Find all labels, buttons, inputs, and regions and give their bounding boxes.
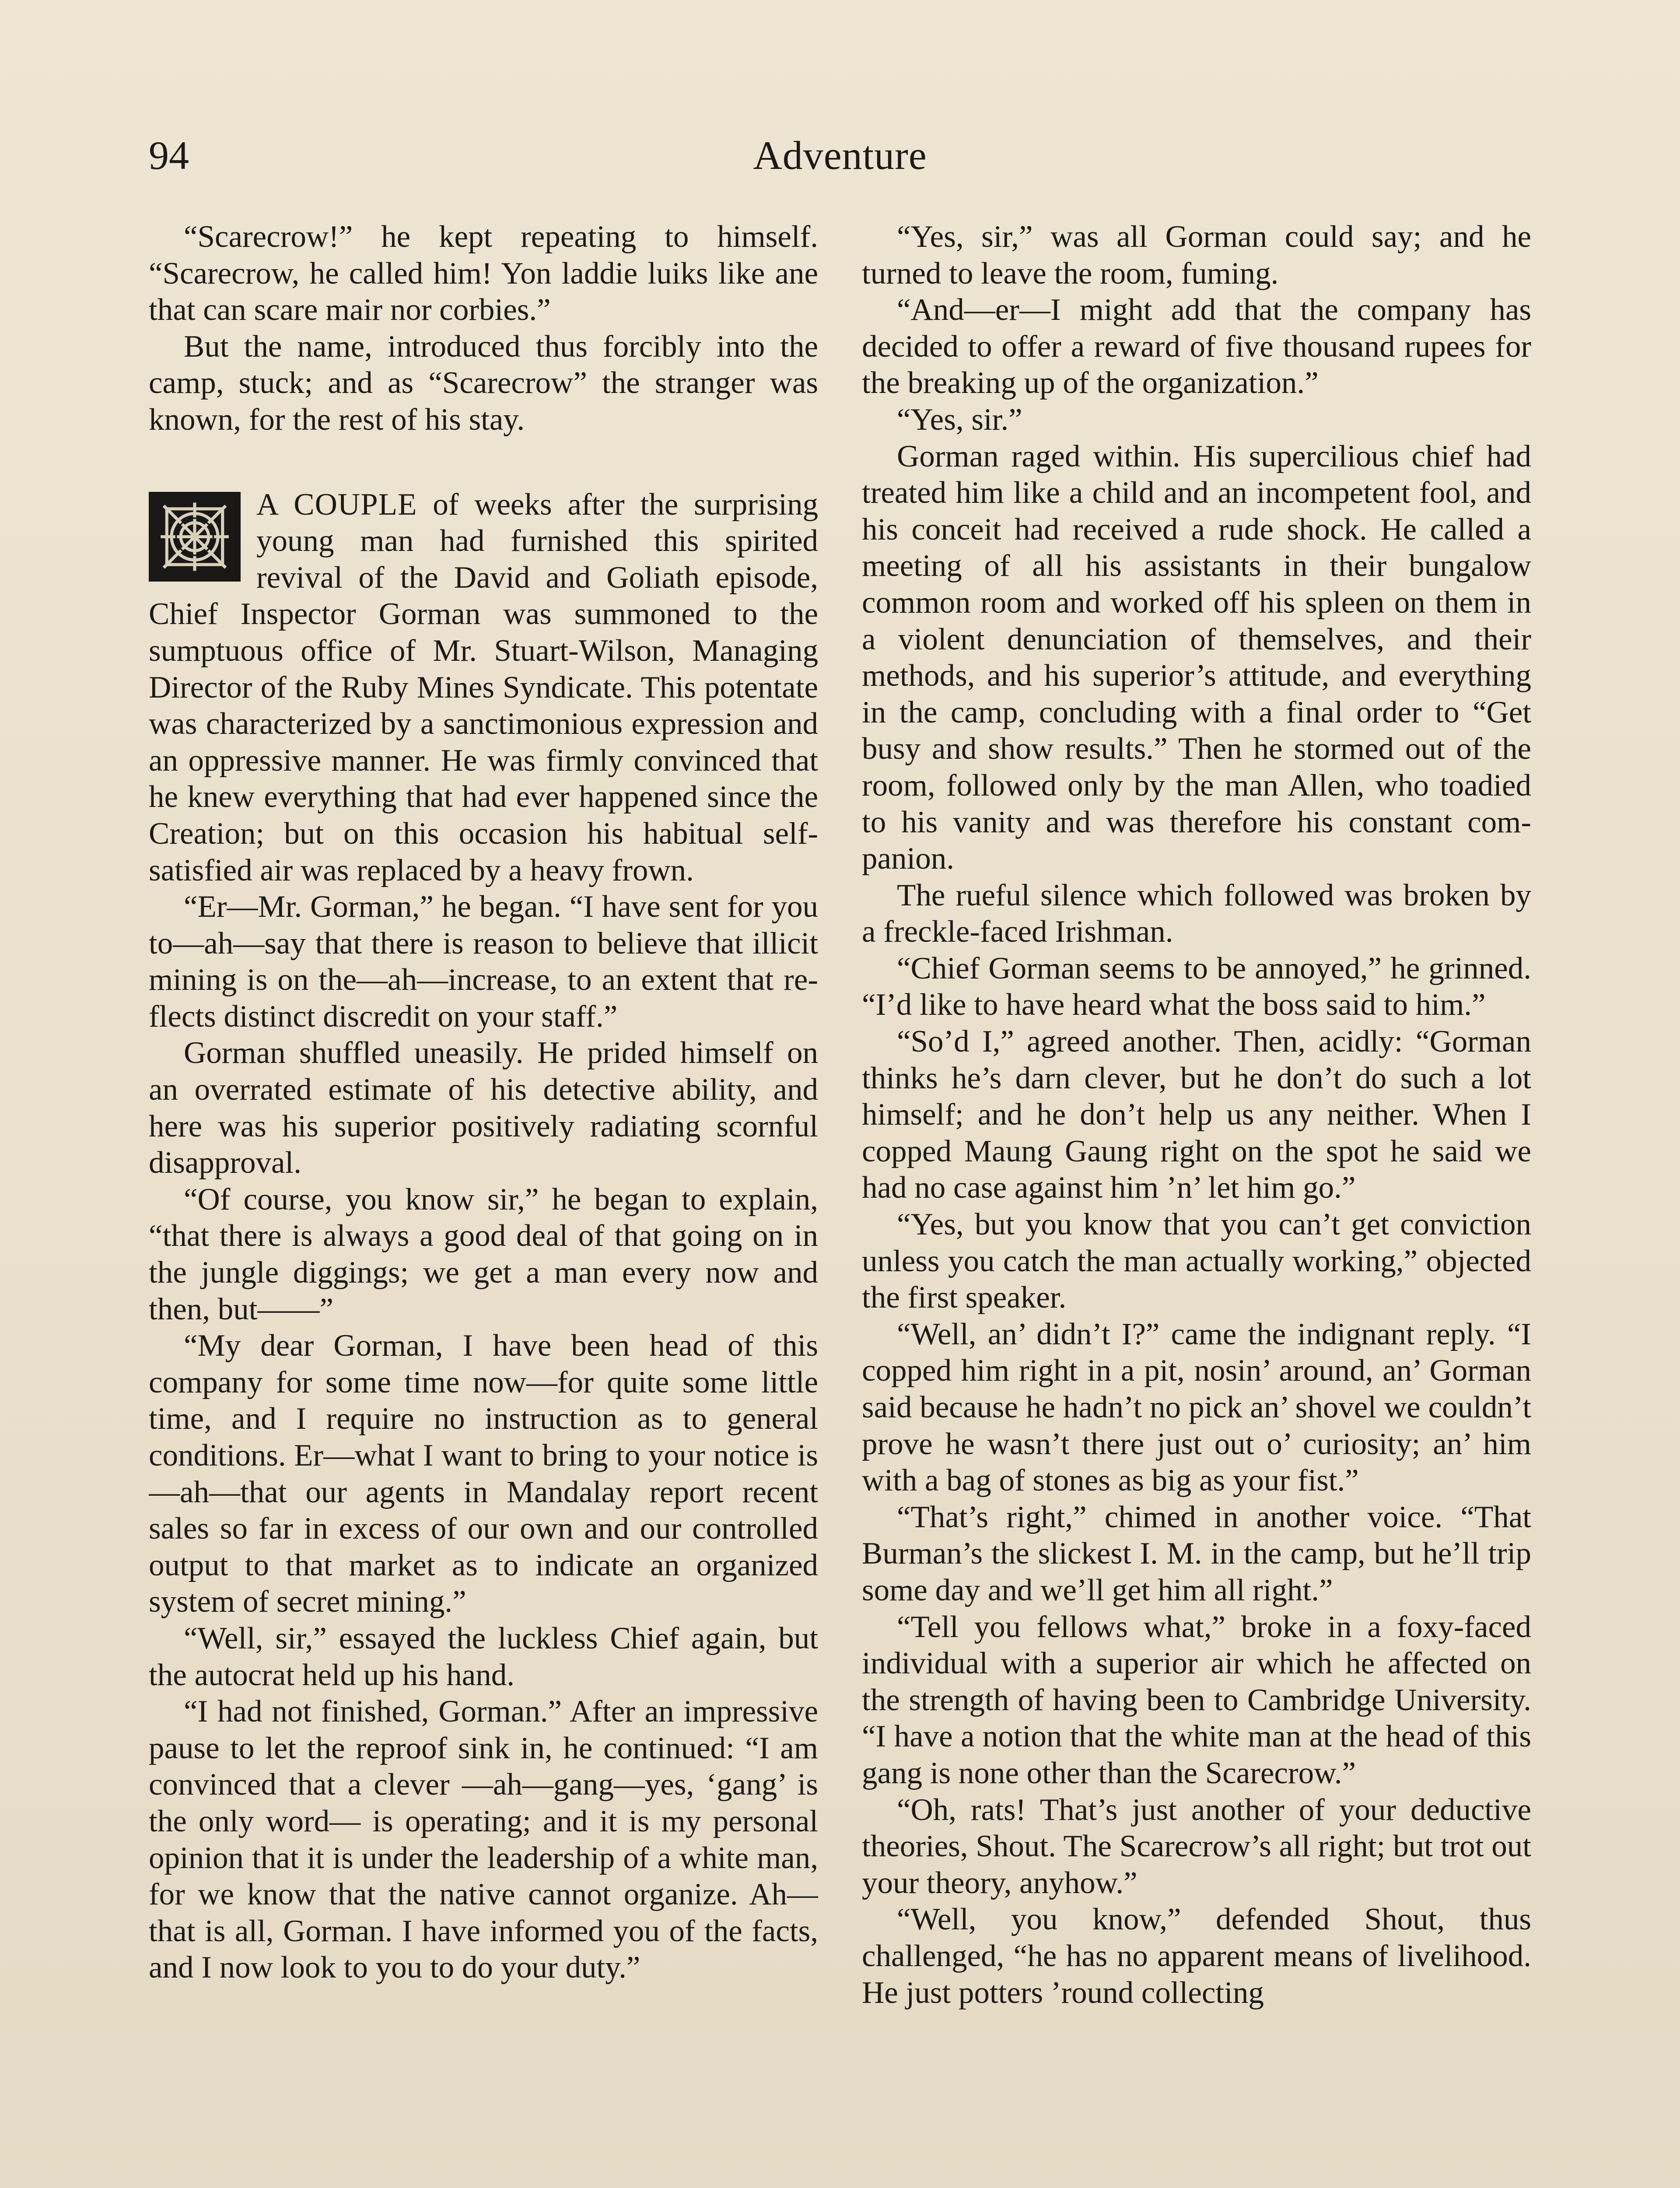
paragraph: “Tell you fellows what,” broke in a foxy-faced individual with a superior air which he affected on the strength of having been to Cambridge University. “I have a notion that the white man at the head of this gang is none other than the Scarecrow.” (862, 1609, 1531, 1790)
text-columns (149, 219, 1531, 2188)
paragraph: Gorman shuffled uneasily. He prided himself on an overrated estimate of his detective ability, and here was his superior positively radiating scornful disapproval. (149, 1036, 818, 1180)
section-opening-paragraph (149, 487, 818, 889)
paragraph: “Oh, rats! That’s just another of your deductive theories, Shout. The Scarecrow’s all right; but trot out your theory, anyhow.” (862, 1792, 1531, 1900)
celtic-knot-ornament-icon (149, 492, 241, 582)
paragraph: “Scarecrow!” he kept repeating to himself. “Scarecrow, he called him! Yon laddie luiks like ane that can scare mair nor corbies.” (149, 220, 818, 327)
paragraph: “Yes, sir.” (897, 402, 1022, 437)
section-break (149, 438, 818, 487)
left-column (149, 219, 818, 2188)
paragraph: “Chief Gorman seems to be annoyed,” he grinned. “I’d like to have heard what the boss said to him.” (862, 951, 1531, 1022)
section-opening-text: of weeks after the surprising young man had furnished this spirited revival of the David and Goliath episode, Chief Inspector Gorman was summoned to the sumptuous office of Mr. Stuart-Wilson, Managing Director of the Ruby Mines Syndicate. This potentate was characterized by a sanctimonious expression and an oppressive manner. He was firmly convinced that he knew everything that had ever happened since the Creation; but on this occasion his habitual self-satisfied air was replaced by a heavy frown. (149, 487, 818, 887)
lead-in-text: A COUPLE (256, 487, 417, 522)
paragraph: “Yes, but you know that you can’t get conviction unless you catch the man actually working,” objected the first speaker. (862, 1207, 1531, 1315)
paragraph: “Well, you know,” defended Shout, thus challenged, “he has no apparent means of livelihood. He just potters ’round collecting (862, 1902, 1531, 2010)
paragraph: “Yes, sir,” was all Gorman could say; and he turned to leave the room, fuming. (862, 220, 1531, 291)
right-column (862, 219, 1531, 2188)
paragraph: “Well, an’ didn’t I?” came the indignant reply. “I copped him right in a pit, nosin’ around, an’ Gorman said because he hadn’t no pick an’ shovel we couldn’t prove he wasn’t there just out o’ curiosity; an’ him with a bag of stones as big as your fist.” (862, 1317, 1531, 1498)
running-title: Adventure (753, 133, 927, 178)
paragraph: “Well, sir,” essayed the luckless Chief again, but the autocrat held up his hand. (149, 1621, 818, 1692)
paragraph: “I had not finished, Gorman.” After an impressive pause to let the reproof sink in, he continued: “I am convinced that a clever —ah—gang—yes, ‘gang’ is the only word— is operating; and it is my personal opinion that it is under the leadership of a white man, for we know that the native cannot organize. Ah—that is all, Gorman. I have informed you of the facts, and I now look to you to do your duty.” (149, 1694, 818, 1985)
paragraph: “My dear Gorman, I have been head of this company for some time now—for quite some little time, and I require no instruction as to general conditions. Er—what I want to bring to your notice is—ah—that our agents in Mandalay report recent sales so far in excess of our own and our controlled output to that market as to indicate an organized system of secret mining.” (149, 1329, 818, 1619)
paragraph: The rueful silence which followed was broken by a freckle-faced Irishman. (862, 878, 1531, 949)
paragraph: “That’s right,” chimed in another voice. “That Burman’s the slickest I. M. in the camp, but he’ll trip some day and we’ll get him all right.” (862, 1500, 1531, 1607)
paragraph: “And—er—I might add that the company has decided to offer a reward of five thousand rupees for the breaking up of the organization.” (862, 293, 1531, 400)
paragraph: Gorman raged within. His supercilious chief had treated him like a child and an incompetent fool, and his conceit had received a rude shock. He called a meeting of all his assistants in their bungalow common room and worked off his spleen on them in a violent denunciation of themselves, and their methods, and his superior’s attitude, and everything in the camp, concluding with a final order to “Get busy and show results.” Then he stormed out of the room, followed only by the man Allen, who toadied to his vanity and was therefore his constant companion. (862, 439, 1531, 876)
page-number: 94 (149, 133, 189, 178)
paragraph: “Er—Mr. Gorman,” he began. “I have sent for you to—ah—say that there is reason to believe that illicit mining is on the—ah—increase, to an extent that reflects distinct discredit on your staff.” (149, 890, 818, 1034)
page-header (149, 131, 1531, 179)
paragraph: “Of course, you know sir,” he began to explain, “that there is always a good deal of that going on in the jungle diggings; we get a man every now and then, but——” (149, 1182, 818, 1326)
paragraph: But the name, introduced thus forcibly into the camp, stuck; and as “Scarecrow” the stranger was known, for the rest of his stay. (149, 329, 818, 437)
paragraph: “So’d I,” agreed another. Then, acidly: “Gorman thinks he’s darn clever, but he don’t do such a lot himself; and he don’t help us any neither. When I copped Maung Gaung right on the spot he said we had no case against him ’n’ let him go.” (862, 1024, 1531, 1205)
